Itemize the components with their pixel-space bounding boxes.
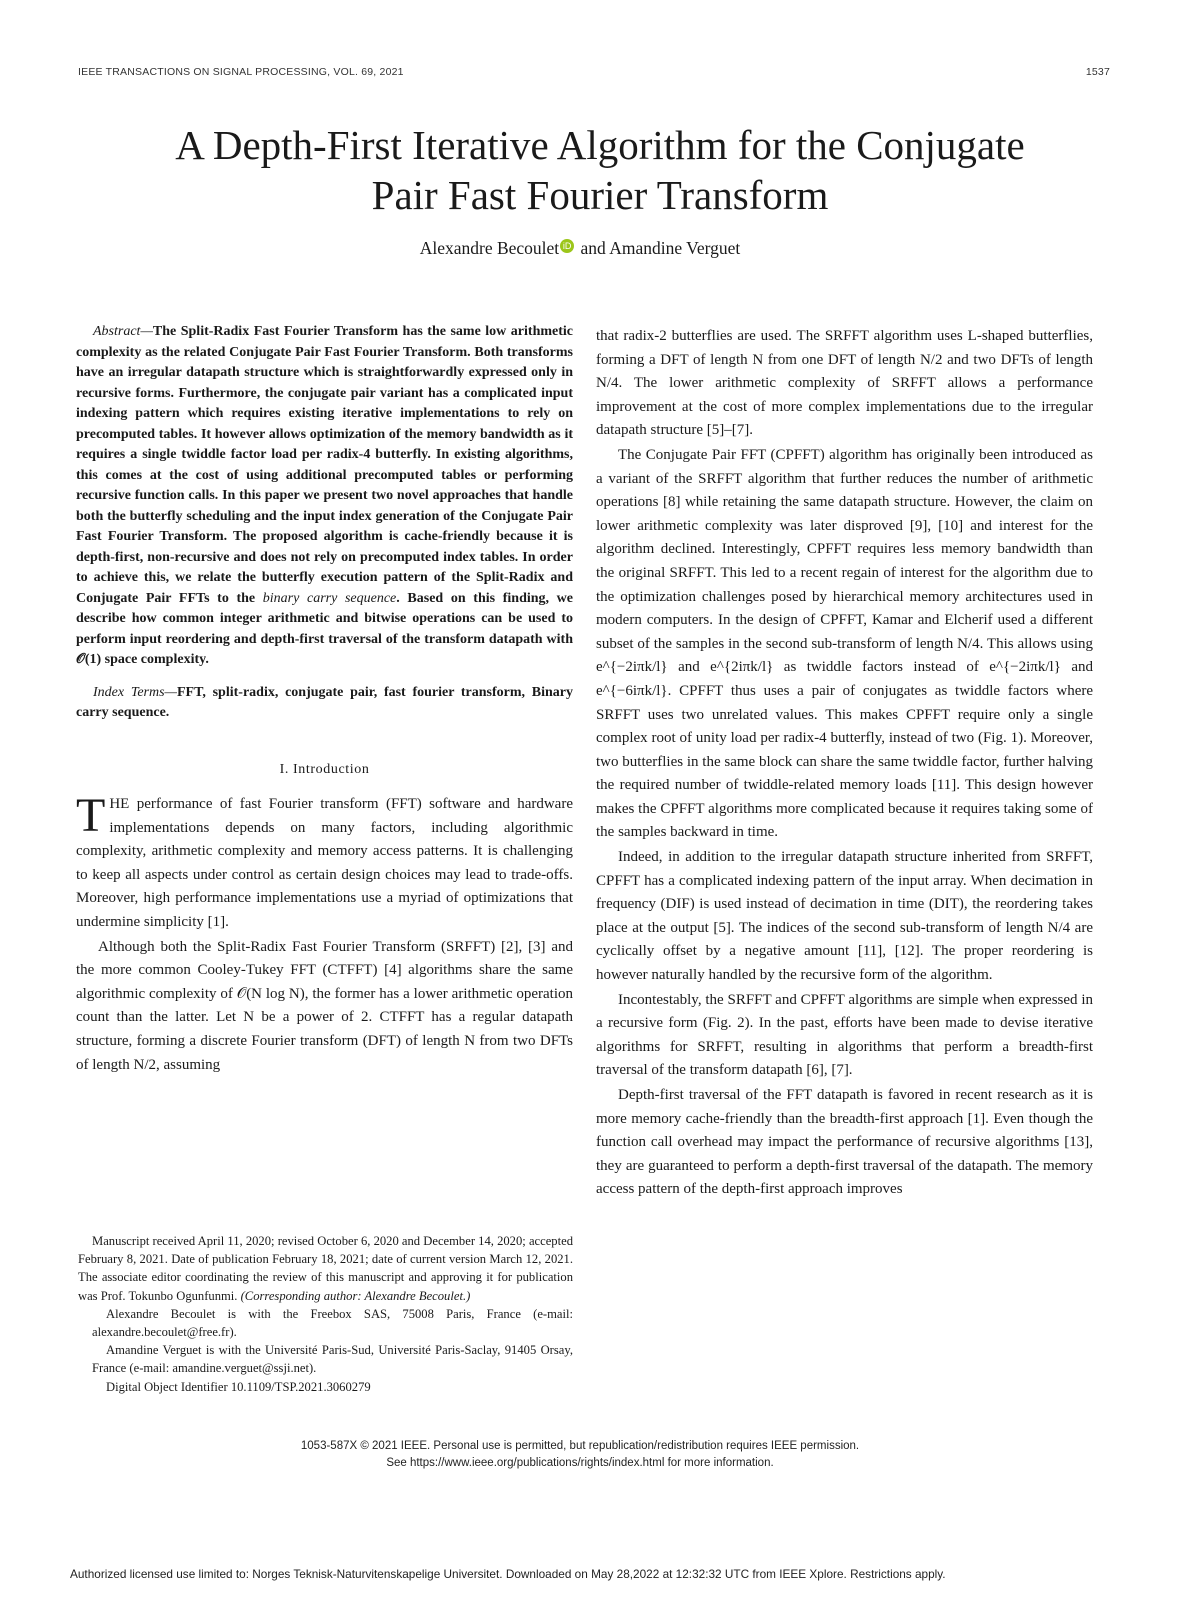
right-column: [596, 325, 1093, 1202]
orcid-icon[interactable]: iD: [560, 239, 574, 253]
license-notice: Authorized licensed use limited to: Norges Teknisk-Naturvitenskapelige Universitet. Downloaded on May 28,2022 at 12:32:32 UTC from IEEE Xplore. Restrictions apply.: [70, 1567, 946, 1581]
title-line-2: Pair Fast Fourier Transform: [371, 172, 829, 218]
copyright-line-1: 1053-587X © 2021 IEEE. Personal use is permitted, but republication/redistribution requires IEEE permission.: [300, 1440, 860, 1452]
intro-paragraph-5: Incontestably, the SRFFT and CPFFT algorithms are simple when expressed in a recursive form (Fig. 2). In the past, efforts have been made to devise iterative algorithms for SRFFT, resulting in algorithms that perform a breadth-first traversal of the transform datapath [6], [7].: [596, 991, 1093, 1079]
index-terms-text: FFT, split-radix, conjugate pair, fast fourier transform, Binary carry sequence.: [76, 684, 573, 720]
intro-paragraph-4: Indeed, in addition to the irregular datapath structure inherited from SRFFT, CPFFT has a complicated indexing pattern of the input array. When decimation in frequency (DIF) is used instead of decimation in time (DIT), the reordering takes place at the output [5]. The indices of the second sub-transform of length N/4 are cyclically offset by a negative amount [11], [12]. The proper reordering is however naturally handled by the recursive form of the algorithm.: [596, 849, 1093, 984]
section-heading: I. Introduction: [279, 761, 370, 777]
drop-cap: T: [76, 789, 106, 843]
index-terms: [76, 683, 573, 724]
copyright-line-2[interactable]: See https://www.ieee.org/publications/rights/index.html for more information.: [386, 1457, 774, 1469]
intro-paragraph-1-text: HE performance of fast Fourier transform (FFT) software and hardware implementations depends on many factors, including algorithmic complexity, arithmetic complexity and memory access patterns. It is challenging to keep all aspects under control as certain design choices may lead to trade-offs. Moreover, high performance implementations use a myriad of optimizations that undermine simplicity [1].: [76, 796, 573, 931]
intro-paragraph-6: Depth-first traversal of the FFT datapath is favored in recent research as it is more memory cache-friendly than the breadth-first approach [1]. Even though the function call overhead may impact the performance of recursive algorithms [13], they are guaranteed to perform a depth-first traversal of the datapath. The memory access pattern of the depth-first approach improves: [596, 1087, 1093, 1198]
author-separator: and: [576, 238, 610, 258]
journal-header: IEEE TRANSACTIONS ON SIGNAL PROCESSING, VOL. 69, 2021: [78, 66, 404, 78]
footnotes: [78, 1232, 573, 1396]
intro-paragraph-2-continued: that radix-2 butterflies are used. The SRFFT algorithm uses L-shaped butterflies, forming a DFT of length N from one DFT of length N/2 and two DFTs of length N/4. The lower arithmetic complexity of SRFFT allows a performance improvement at the cost of more complex implementations due to the irregular datapath structure [5]–[7].: [596, 328, 1093, 439]
paper-title: [60, 120, 1140, 220]
abstract-text-2: . Based on this finding, we describe how common integer arithmetic and bitwise operations can be used to perform input reordering and depth-first traversal of the transform datapath with 𝒪(1) space complexity.: [76, 590, 573, 667]
footnote-received-text: Manuscript received April 11, 2020; revised October 6, 2020 and December 14, 2020; accepted February 8, 2021. Date of publication February 18, 2021; date of current version March 12, 2021. The associate editor coordinating the review of this manuscript and approving it for publication was Prof. Tokunbo Ogunfunmi.: [78, 1234, 573, 1303]
footnote-received: [78, 1232, 573, 1305]
author-2: Amandine Verguet: [609, 238, 741, 258]
author-1: Alexandre Becoulet: [419, 238, 560, 258]
intro-paragraph-3: The Conjugate Pair FFT (CPFFT) algorithm has originally been introduced as a variant of the SRFFT algorithm that further reduces the number of arithmetic operations [8] while retaining the same datapath structure. However, the claim on lower arithmetic complexity was later disproved [9], [10] and interest for the algorithm declined. Interestingly, CPFFT requires less memory bandwidth than the original SRFFT. This led to a recent regain of interest for the algorithm due to the optimization challenges posed by hierarchical memory architectures used in modern computers. In the design of CPFFT, Kamar and Elcherif used a different subset of the samples in the second sub-transform of length N/4. This allows using e^{−2iπk/l} and e^{2iπk/l} as twiddle factors instead of e^{−2iπk/l} and e^{−6iπk/l}. CPFFT thus uses a pair of conjugates as twiddle factors where SRFFT uses two unrelated values. This makes CPFFT require only a single complex root of unity load per radix-4 butterfly, instead of two (Fig. 1). Moreover, two butterflies in the same block can share the same twiddle factor, further halving the required number of twiddle-related memory loads [11]. This design however makes the CPFFT algorithms more complicated because it requires taking some of the samples backward in time.: [596, 446, 1093, 841]
copyright-notice: [0, 1438, 1160, 1472]
page-number: 1537: [1085, 66, 1110, 78]
title-line-1: A Depth-First Iterative Algorithm for the Conjugate: [175, 122, 1025, 168]
index-terms-label: Index Terms—: [93, 684, 177, 700]
abstract-label: Abstract—: [93, 324, 153, 339]
footnote-affiliation-1: Alexandre Becoulet is with the Freebox SAS, 75008 Paris, France (e-mail: alexandre.becoulet@free.fr).: [92, 1306, 573, 1340]
intro-paragraph-1: [76, 789, 573, 935]
abstract: [76, 322, 573, 671]
intro-paragraph-2: Although both the Split-Radix Fast Fourier Transform (SRFFT) [2], [3] and the more common Cooley-Tukey FFT (CTFFT) [4] algorithms share the same algorithmic complexity of 𝒪(N log N), the former has a lower arithmetic operation count than the latter. Let N be a power of 2. CTFFT has a regular datapath structure, forming a discrete Fourier transform (DFT) of length N from two DFTs of length N/2, assuming: [76, 938, 573, 1073]
footnote-affiliation-2: Amandine Verguet is with the Université Paris-Sud, Université Paris-Saclay, 91405 Orsay, France (e-mail: amandine.verguet@ssji.net).: [92, 1343, 573, 1376]
footnote-corresponding: (Corresponding author: Alexandre Becoulet.): [240, 1288, 471, 1303]
left-column: [76, 322, 573, 1077]
footnote-doi[interactable]: Digital Object Identifier 10.1109/TSP.2021.3060279: [106, 1379, 371, 1394]
abstract-emphasis: binary carry sequence: [262, 590, 397, 606]
abstract-text-1: The Split-Radix Fast Fourier Transform has the same low arithmetic complexity as the related Conjugate Pair Fast Fourier Transform. Both transforms have an irregular datapath structure which is straightforwardly expressed only in recursive forms. Furthermore, the conjugate pair variant has a complicated input indexing pattern which requires existing iterative implementations to rely on precomputed tables. It however allows optimization of the memory bandwidth as it requires a single twiddle factor load per radix-4 butterfly. In existing algorithms, this comes at the cost of using additional precomputed tables or performing recursive function calls. In this paper we present two novel approaches that handle both the butterfly scheduling and the input index generation of the Conjugate Pair Fast Fourier Transform. The proposed algorithm is cache-friendly because it is depth-first, non-recursive and does not rely on precomputed index tables. In order to achieve this, we relate the butterfly execution pattern of the Split-Radix and Conjugate Pair FFTs to the: [76, 324, 573, 606]
author-line: [0, 238, 1160, 259]
